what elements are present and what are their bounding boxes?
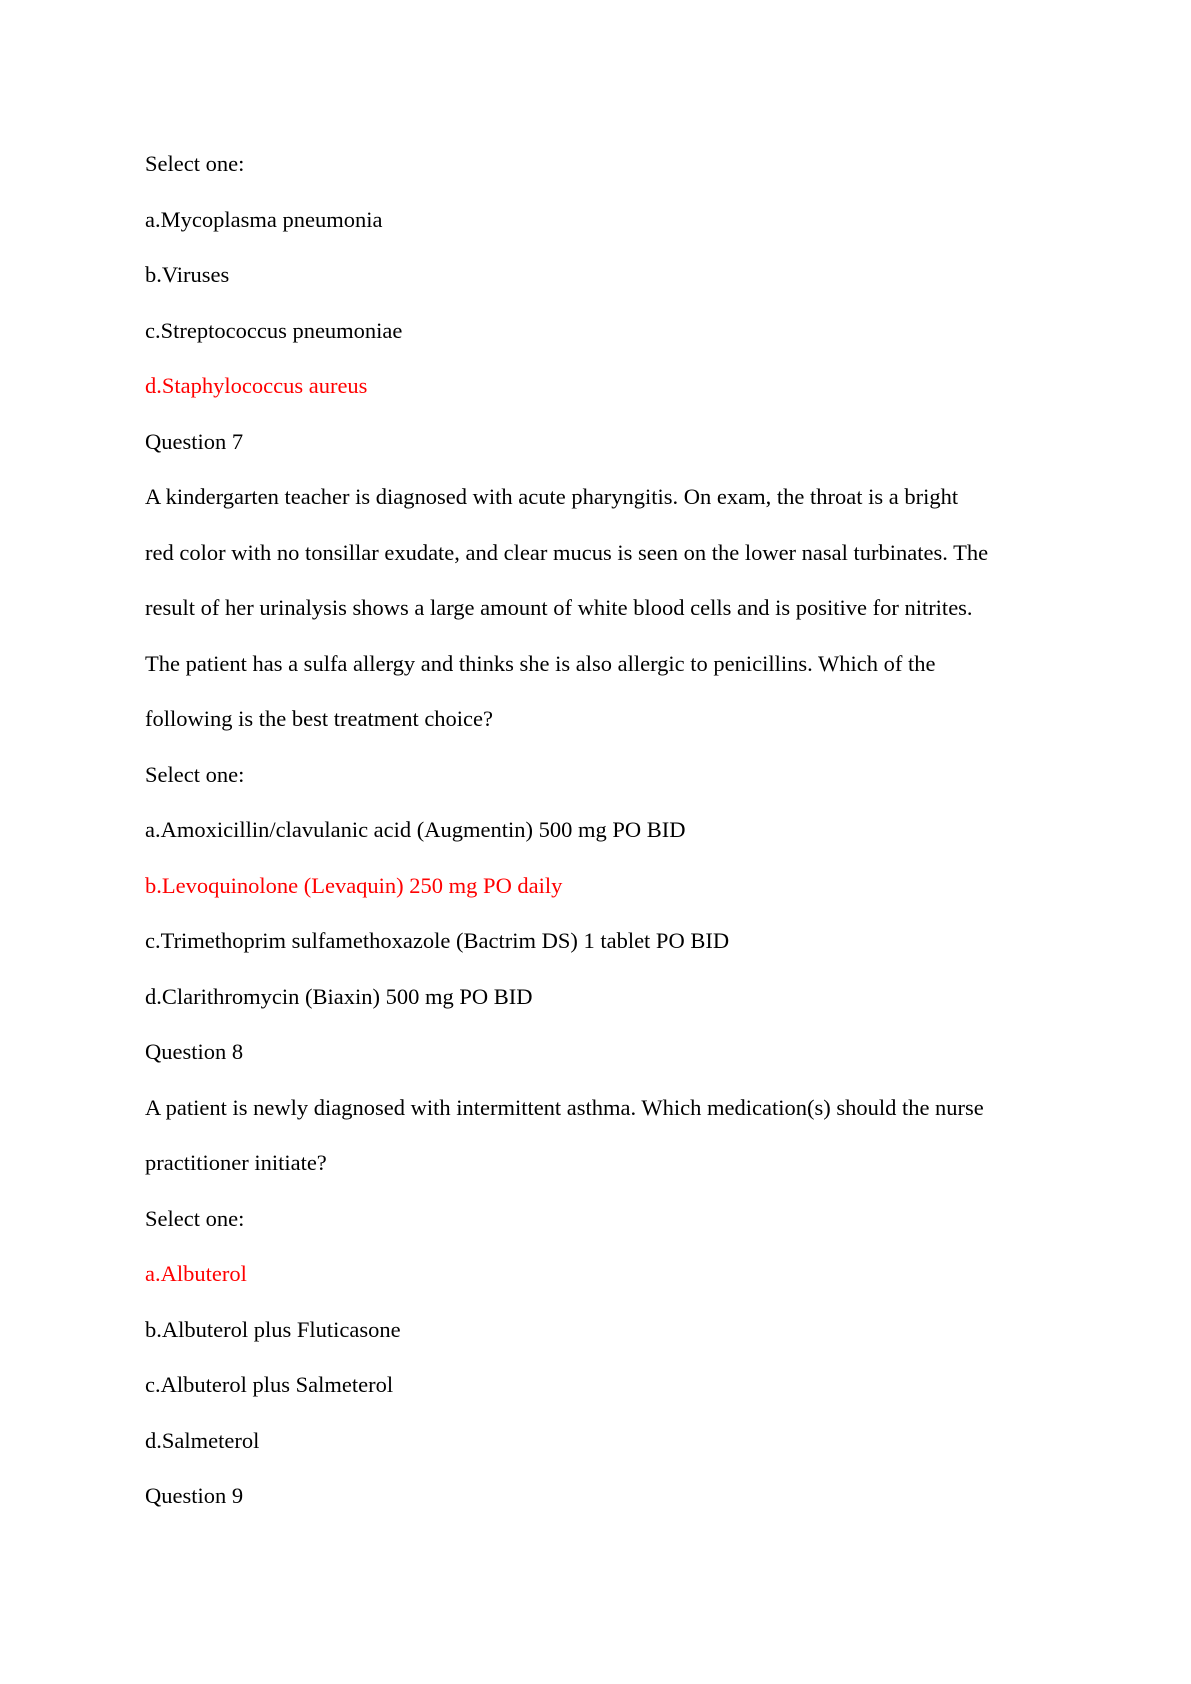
q6-option-d-correct: d.Staphylococcus aureus: [145, 373, 368, 398]
q8-option-c: c.Albuterol plus Salmeterol: [145, 1372, 394, 1397]
q8-title: Question 8: [145, 1039, 244, 1064]
q9-title: Question 9: [145, 1483, 244, 1508]
q8-option-d: d.Salmeterol: [145, 1427, 260, 1453]
q8-option-a-correct: a.Albuterol: [145, 1261, 247, 1286]
q8-text-line: A patient is newly diagnosed with intermittent asthma. Which medication(s) should the nurse: [145, 1094, 984, 1120]
q7-text-line: following is the best treatment choice?: [145, 706, 494, 731]
q7-select-label: Select one:: [145, 761, 245, 787]
q7-title: Question 7: [145, 428, 244, 454]
q8-select-label: Select one:: [145, 1205, 245, 1231]
q7-option-b-correct: b.Levoquinolone (Levaquin) 250 mg PO daily: [145, 872, 563, 898]
q6-option-c: c.Streptococcus pneumoniae: [145, 317, 403, 343]
document-page: [145, 136, 1085, 1524]
q7-text-line: A kindergarten teacher is diagnosed with acute pharyngitis. On exam, the throat is a bright: [145, 484, 959, 509]
q7-option-d: d.Clarithromycin (Biaxin) 500 mg PO BID: [145, 983, 533, 1009]
q8-text-line: practitioner initiate?: [145, 1150, 327, 1175]
q7-option-c: c.Trimethoprim sulfamethoxazole (Bactrim DS) 1 tablet PO BID: [145, 928, 730, 953]
q6-option-b: b.Viruses: [145, 262, 230, 287]
q6-option-a: a.Mycoplasma pneumonia: [145, 206, 383, 232]
q7-option-a: a.Amoxicillin/clavulanic acid (Augmentin) 500 mg PO BID: [145, 817, 686, 842]
q7-text-line: The patient has a sulfa allergy and thinks she is also allergic to penicillins. Which of the: [145, 650, 936, 676]
q6-select-label: Select one:: [145, 151, 245, 176]
q7-text-line: red color with no tonsillar exudate, and clear mucus is seen on the lower nasal turbinates. The: [145, 539, 989, 565]
q7-text-line: result of her urinalysis shows a large amount of white blood cells and is positive for nitrites.: [145, 595, 973, 620]
q8-option-b: b.Albuterol plus Fluticasone: [145, 1316, 401, 1342]
